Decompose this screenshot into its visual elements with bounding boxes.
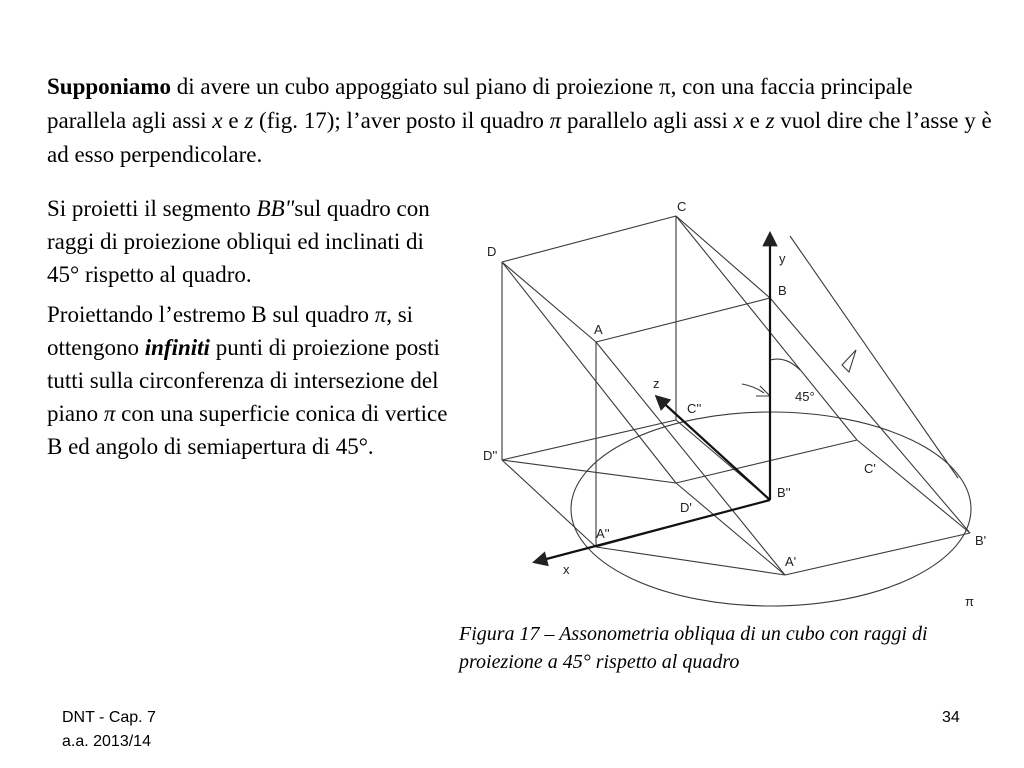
label-pi: π <box>965 594 974 609</box>
intro-axis-z-2: z <box>765 108 775 133</box>
intro-paragraph <box>47 70 992 172</box>
para2-emphasis: infiniti <box>144 335 210 360</box>
intro-axis-z: z <box>244 108 254 133</box>
cube-edge-dc <box>502 216 676 262</box>
label-b-prime: B' <box>975 533 987 548</box>
para1-segment: BB" <box>256 196 295 221</box>
intro-text-6: vuol dire che l’asse y è ad esso perpendicolare. <box>47 108 992 167</box>
intro-text-2: e <box>222 108 245 133</box>
axis-x <box>535 500 770 562</box>
cube-edge-ca <box>676 216 770 298</box>
para2-pi: π <box>374 302 387 327</box>
label-c: C <box>677 199 687 214</box>
label-x: x <box>563 562 570 577</box>
arrow-indicator-lower-head <box>756 386 770 396</box>
cube-edge-da <box>502 262 596 342</box>
intro-bold-lead: Supponiamo <box>47 74 172 99</box>
intro-axis-x-2: x <box>733 108 744 133</box>
footer-course-info <box>62 706 156 754</box>
base-dpp-app <box>502 460 596 547</box>
label-d: D <box>487 244 497 259</box>
cube-edge-ab <box>596 298 770 342</box>
ray-guide-upper <box>790 236 958 478</box>
para2-text-3: punti di proiezione posti tutti sulla circonferenza di intersezione del piano <box>47 335 440 426</box>
footer-chapter: DNT - Cap. 7 <box>62 709 156 726</box>
label-y: y <box>779 251 786 266</box>
cube-projection-diagram <box>455 190 1000 615</box>
label-b-double-prime: B'' <box>777 485 791 500</box>
arrow-indicator-lower <box>742 384 764 393</box>
intro-text-1: di avere un cubo appoggiato sul piano di proiezione π, con una faccia principale parallela agli assi <box>47 74 913 133</box>
paragraph-projection <box>47 298 452 463</box>
base-dpp-cpp <box>502 420 676 460</box>
page-number: 34 <box>942 709 960 726</box>
label-b: B <box>778 283 787 298</box>
label-c-double-prime: C'' <box>687 401 702 416</box>
label-a-prime: A' <box>785 554 797 569</box>
shadow-bp-ap <box>785 533 970 575</box>
shadow-dpp-dp <box>502 460 676 483</box>
para2-pi-2: π <box>103 401 116 426</box>
label-a: A <box>594 322 603 337</box>
para1-text-1: Si proietti il segmento <box>47 196 257 221</box>
arrow-indicator-upper <box>842 350 856 372</box>
intro-axis-x: x <box>212 108 223 133</box>
intro-text-5: e <box>743 108 766 133</box>
label-c-prime: C' <box>864 461 876 476</box>
para2-text-4: con una superficie conica di vertice B ed angolo di semiapertura di 45°. <box>47 401 448 459</box>
ray-c-cp <box>676 216 857 440</box>
intro-text-4: parallelo agli assi <box>561 108 734 133</box>
left-column <box>47 192 452 470</box>
ray-d-dp <box>502 262 676 483</box>
para1-text-2: sul quadro con raggi di proiezione obliqui ed inclinati di 45° rispetto al quadro. <box>47 196 430 287</box>
label-z: z <box>653 376 660 391</box>
intro-text-3: (fig. 17); l’aver posto il quadro <box>253 108 550 133</box>
label-d-double-prime: D'' <box>483 448 498 463</box>
label-angle-45: 45° <box>795 389 815 404</box>
shadow-cp-bp <box>857 440 970 533</box>
para2-text-1: Proiettando l’estremo B sul quadro <box>47 302 375 327</box>
ray-b-bp <box>770 298 970 533</box>
para2-text-2: , si ottengono <box>47 302 414 360</box>
paragraph-segment <box>47 192 452 291</box>
label-d-prime: D' <box>680 500 692 515</box>
label-a-double-prime: A'' <box>596 526 610 541</box>
shadow-dp-cp <box>676 440 857 483</box>
footer-academic-year: a.a. 2013/14 <box>62 733 151 750</box>
intro-pi: π <box>549 108 562 133</box>
ray-a-ap <box>596 342 785 575</box>
figure-caption: Figura 17 – Assonometria obliqua di un cubo con raggi di proiezione a 45° rispetto al quadro <box>459 623 928 673</box>
